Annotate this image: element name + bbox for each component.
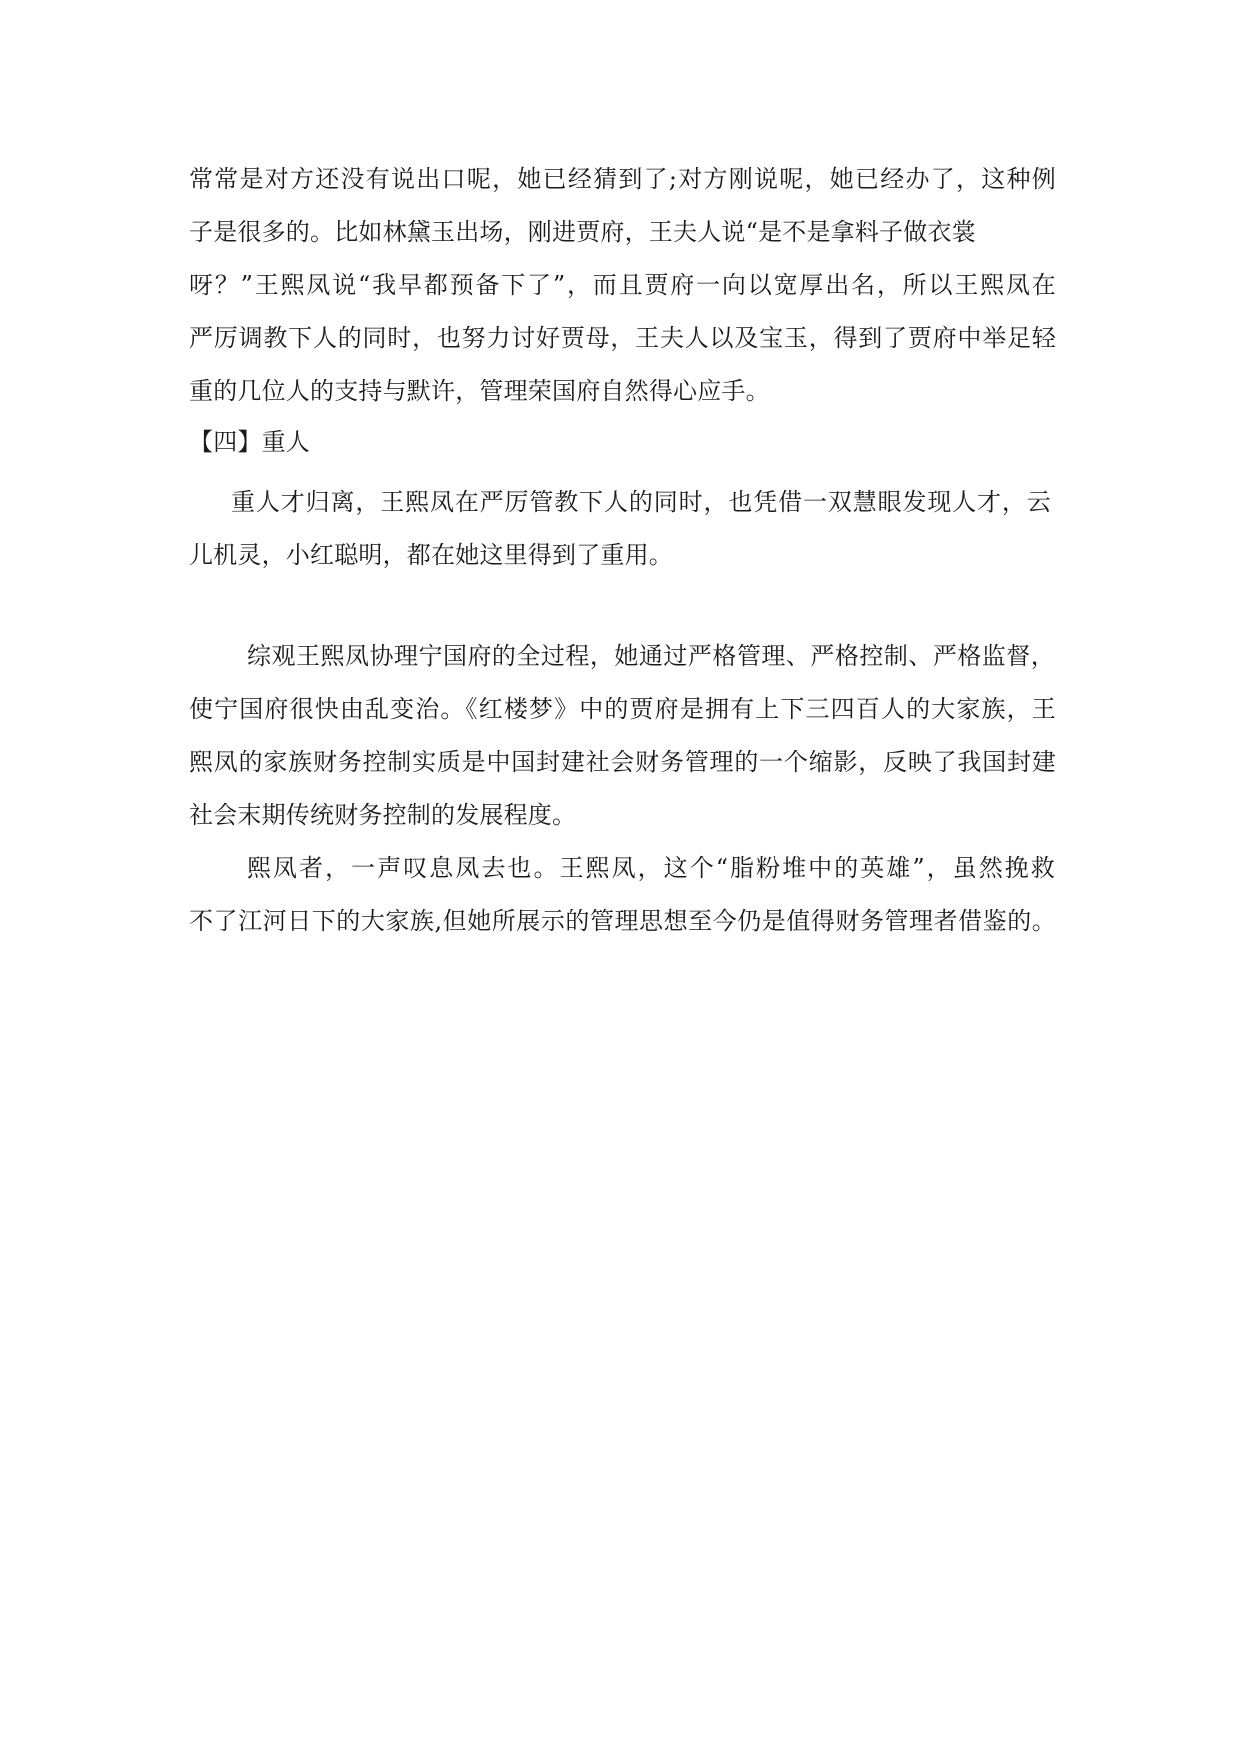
- paragraph-line: 常常是对方还没有说出口呢，她已经猜到了;对方刚说呢，她已经办了，这种例: [189, 165, 1056, 193]
- paragraph-line: 使宁国府很快由乱变治。《红楼梦》中的贾府是拥有上下三四百人的大家族，王: [189, 695, 1056, 723]
- paragraph-line: 儿机灵，小红聪明，都在她这里得到了重用。: [189, 541, 673, 569]
- paragraph-line: 呀？”王熙凤说“我早都预备下了”，而且贾府一向以宽厚出名，所以王熙凤在: [189, 271, 1056, 299]
- paragraph-line: 熙凤者，一声叹息凤去也。王熙凤，这个“脂粉堆中的英雄”，虽然挽救: [247, 854, 1055, 882]
- paragraph-line: 综观王熙凤协理宁国府的全过程，她通过严格管理、严格控制、严格监督，: [247, 642, 1055, 670]
- paragraph-line: 重人才归离，王熙凤在严厉管教下人的同时，也凭借一双慧眼发现人才，云: [231, 488, 1051, 516]
- paragraph-line: 子是很多的。比如林黛玉出场，刚进贾府，王夫人说“是不是拿料子做衣裳: [189, 218, 976, 246]
- paragraph-line: 熙凤的家族财务控制实质是中国封建社会财务管理的一个缩影，反映了我国封建: [189, 748, 1056, 776]
- paragraph-line: 不了江河日下的大家族,但她所展示的管理思想至今仍是值得财务管理者借鉴的。: [189, 907, 1056, 935]
- paragraph-line: 重的几位人的支持与默许，管理荣国府自然得心应手。: [189, 377, 770, 405]
- paragraph-line: 社会末期传统财务控制的发展程度。: [189, 801, 577, 829]
- paragraph-line: 严厉调教下人的同时，也努力讨好贾母，王夫人以及宝玉，得到了贾府中举足轻: [189, 324, 1056, 352]
- section-heading: 【四】重人: [189, 428, 310, 456]
